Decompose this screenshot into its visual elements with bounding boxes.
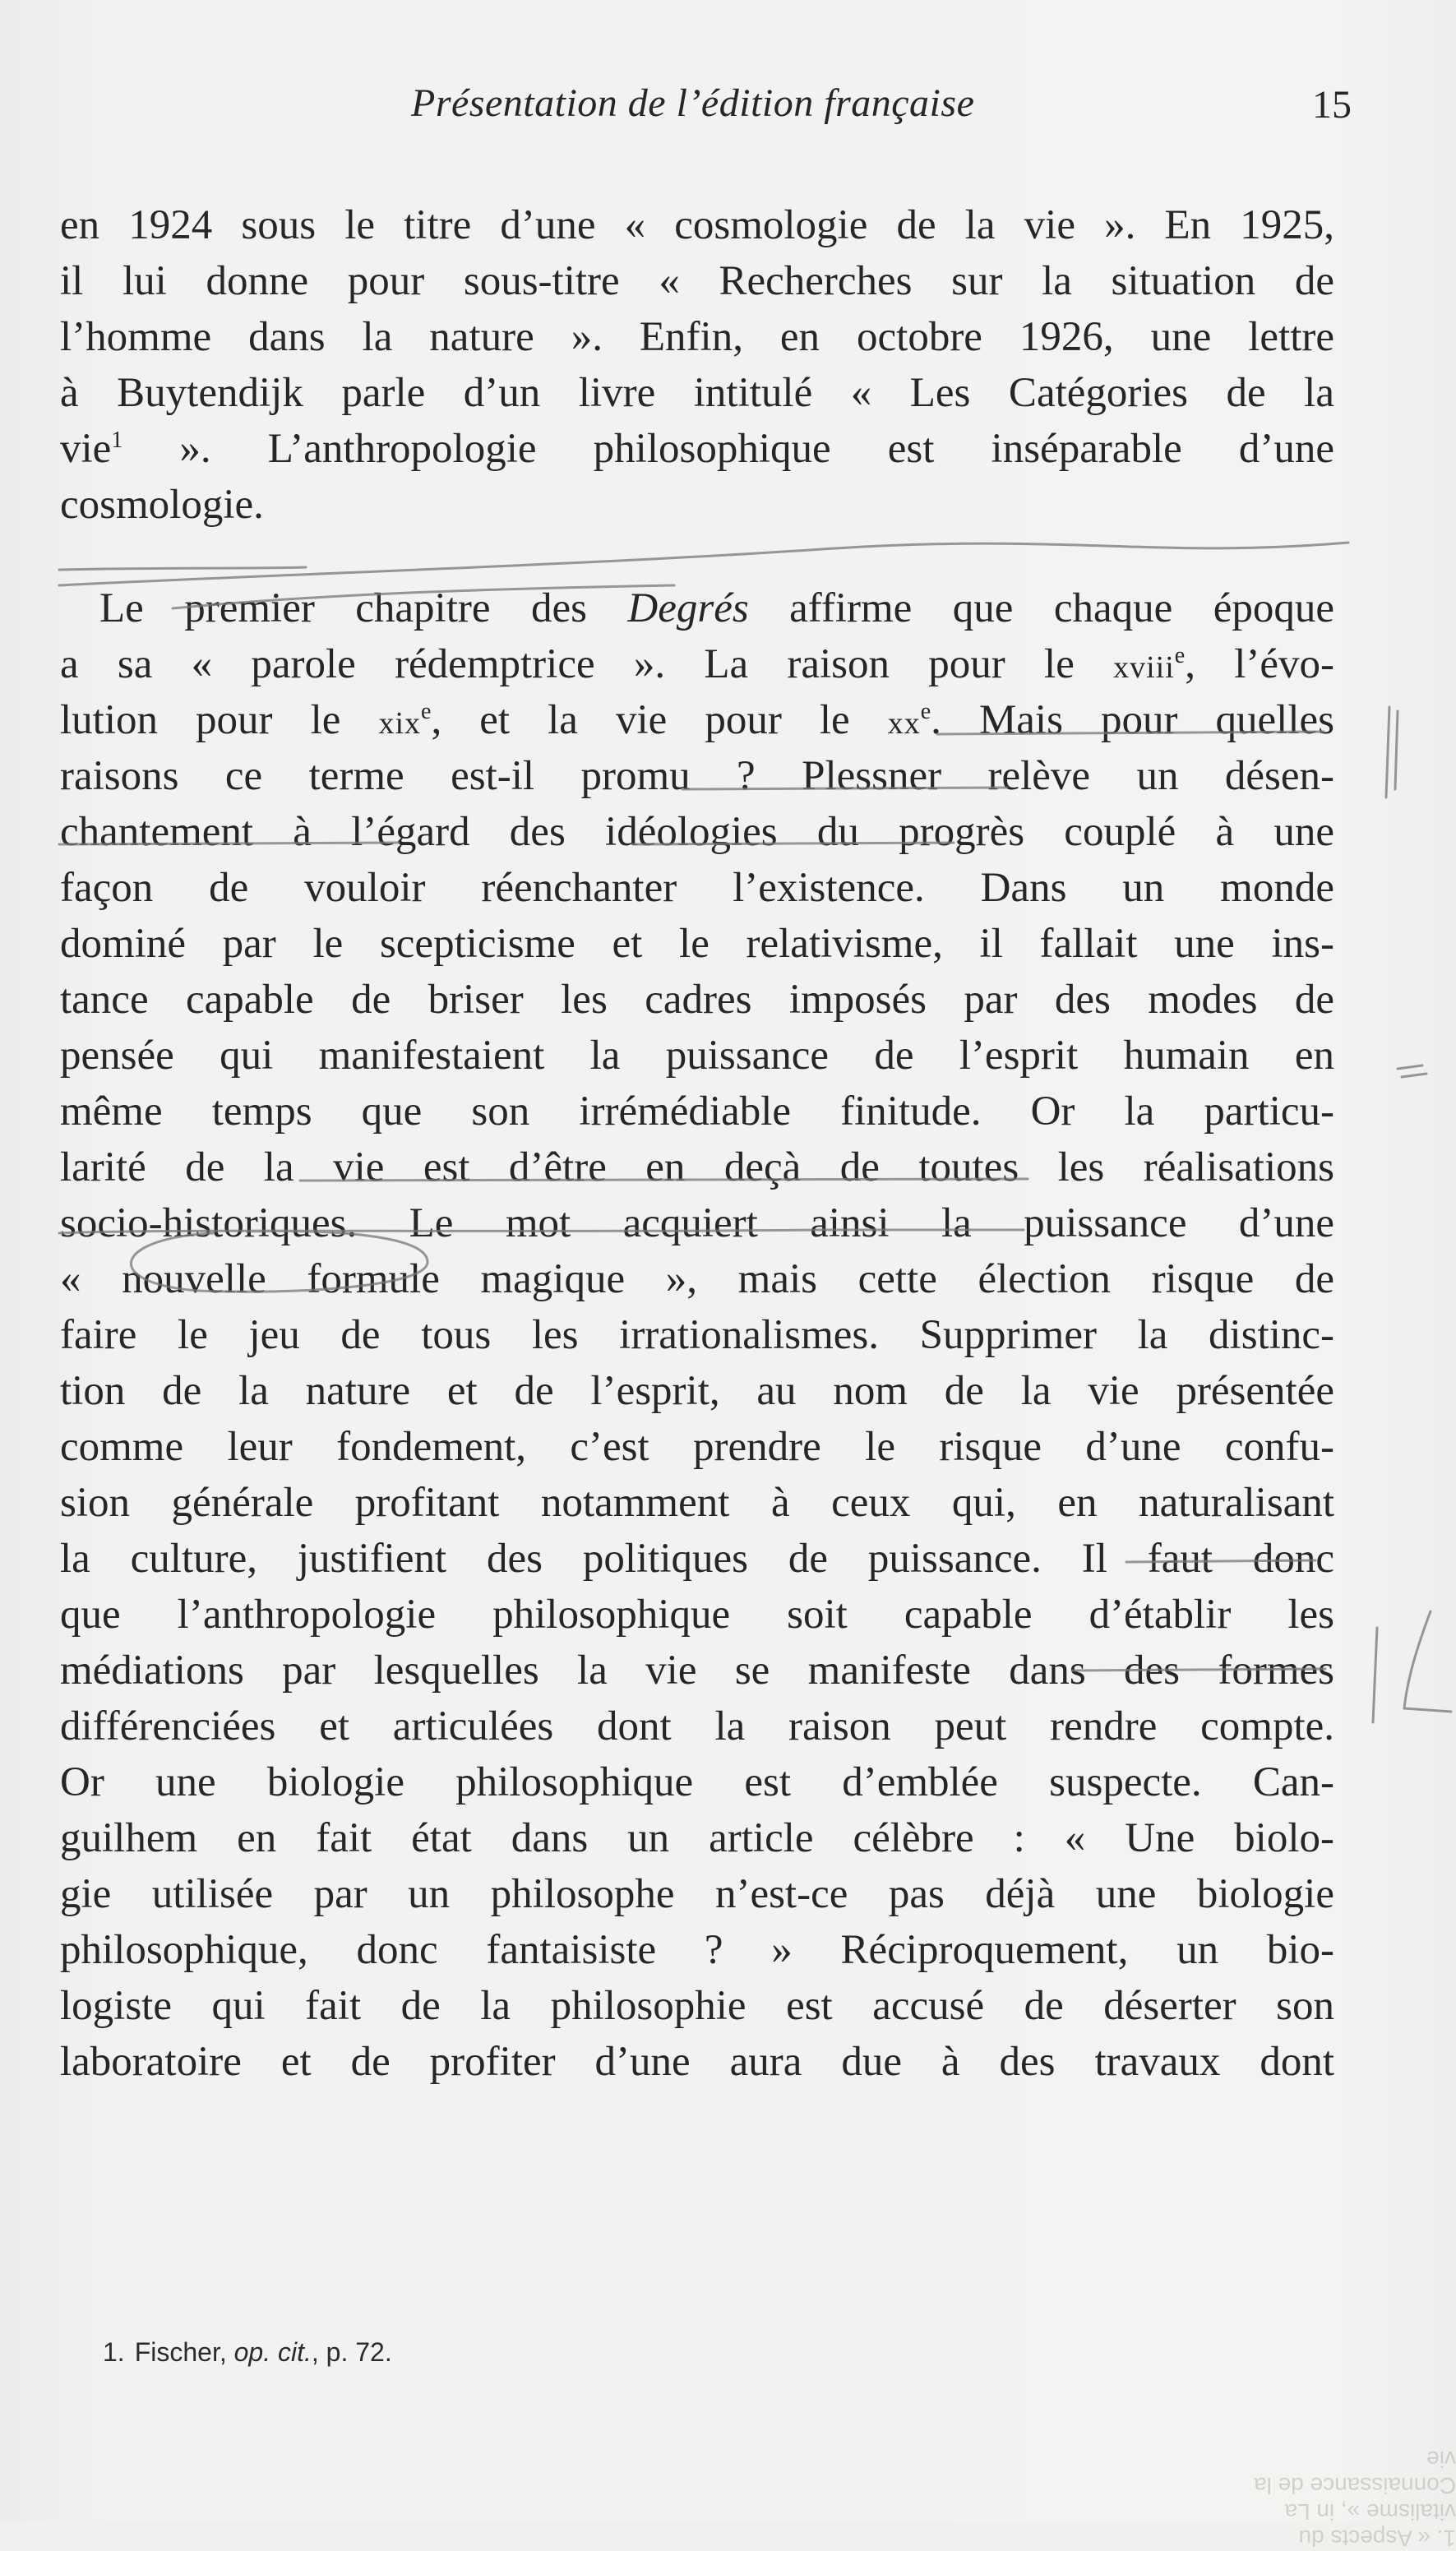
footnote-number: 1. [103, 2337, 125, 2367]
text-line: Le premier chapitre des Degrés affirme que chaque époque [99, 585, 1334, 631]
text-line: façon de vouloir réenchanter l’existence. Dans un monde [60, 865, 1334, 911]
running-title: Présentation de l’édition française [411, 81, 975, 125]
footnote-abbreviation: op. cit. [233, 2337, 312, 2367]
text-line: comme leur fondement, c’est prendre le risque d’une confu- [60, 1424, 1334, 1470]
text-line: il lui donne pour sous-titre « Recherches sur la situation de [60, 258, 1334, 304]
body-text [60, 197, 1334, 2090]
text-line: tion de la nature et de l’esprit, au nom de la vie présentée [60, 1368, 1334, 1414]
text-line: médiations par lesquelles la vie se manifeste dans des formes [60, 1648, 1334, 1694]
text-line: différenciées et articulées dont la raison peut rendre compte. [60, 1703, 1334, 1749]
text-line: faire le jeu de tous les irrationalismes. Supprimer la distinc- [60, 1312, 1334, 1358]
footnote: 1. Fischer, op. cit., p. 72. [103, 2337, 392, 2367]
text-line: larité de la vie est d’être en deçà de toutes les réalisations [60, 1144, 1334, 1190]
text-line: gie utilisée par un philosophe n’est-ce pas déjà une biologie [60, 1871, 1334, 1917]
text-line: chantement à l’égard des idéologies du progrès couplé à une [60, 809, 1334, 855]
text-line: Or une biologie philosophique est d’emblée suspecte. Can- [60, 1759, 1334, 1805]
text-line: tance capable de briser les cadres imposés par des modes de [60, 977, 1334, 1023]
pencil-margin-bar [1395, 711, 1398, 789]
text-line: a sa « parole rédemptrice ». La raison pour le xviii$^e$, l’évo- [60, 641, 1334, 687]
century-numeral: xix [378, 706, 422, 741]
footnote-ref: 1 [111, 427, 123, 453]
text-line: pensée qui manifestaient la puissance de l’esprit humain en [60, 1033, 1334, 1079]
text-line: « nouvelle formule magique », mais cette élection risque de [60, 1256, 1334, 1302]
page-number: 15 [1312, 83, 1352, 127]
text-line: lution pour le xix$^e$, et la vie pour le $xx^e$. Mais pour quelles [60, 697, 1334, 743]
text-line: dominé par le scepticisme et le relativisme, il fallait une ins- [60, 921, 1334, 967]
pencil-margin-bar [1386, 707, 1389, 797]
text-line: à Buytendijk parle d’un livre intitulé « Les Catégories de la [60, 370, 1334, 416]
text-line: même temps que son irrémédiable finitude. Or la particu- [60, 1088, 1334, 1135]
century-numeral: xx [887, 706, 921, 741]
book-title: Degrés [627, 585, 749, 631]
text-line: socio-historiques. Le mot acquiert ainsi la puissance d’une [60, 1200, 1334, 1246]
pencil-margin-bracket [1404, 1611, 1451, 1712]
text-line: sion générale profitant notamment à ceux qui, en naturalisant [60, 1480, 1334, 1526]
text-line: raisons ce terme est-il promu ? Plessner relève un désen- [60, 753, 1334, 799]
text-line: l’homme dans la nature ». Enfin, en octobre 1926, une lettre [60, 314, 1334, 360]
text-line: cosmologie. [60, 482, 264, 528]
text-line: en 1924 sous le titre d’une « cosmologie de la vie ». En 1925, [60, 202, 1334, 248]
text-line: laboratoire et de profiter d’une aura due à des travaux dont [60, 2039, 1334, 2085]
text-line: que l’anthropologie philosophique soit capable d’établir les [60, 1592, 1334, 1638]
text-line: vie$^1$ ». L’anthropologie philosophique est inséparable d’une [60, 426, 1334, 472]
text-line: logiste qui fait de la philosophie est accusé de déserter son [60, 1983, 1334, 2029]
bleed-through-text: 1. « Aspects du vitalisme », in La Connaissance de la vie [1254, 2447, 1456, 2551]
text-line: philosophique, donc fantaisiste ? » Réciproquement, un bio- [60, 1927, 1334, 1973]
century-numeral: xviii [1113, 650, 1175, 685]
text-line: guilhem en fait état dans un article célèbre : « Une biolo- [60, 1815, 1334, 1861]
pencil-mark [1398, 1065, 1426, 1077]
pencil-margin-bar [1373, 1628, 1377, 1722]
text-line: la culture, justifient des politiques de puissance. Il faut donc [60, 1536, 1334, 1582]
